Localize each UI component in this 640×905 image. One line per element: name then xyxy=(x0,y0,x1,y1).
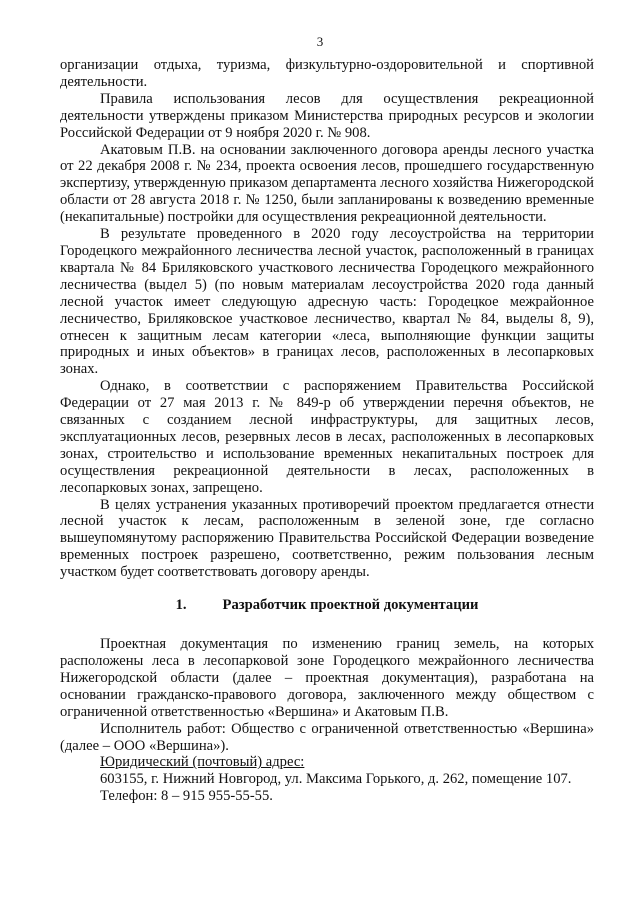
paragraph-rules: Правила использования лесов для осуществления рекреационной деятельности утверждены приказом Министерства природных ресурсов и экологии Российской Федерации от 9 ноября 2020 г. № 908. xyxy=(60,90,594,141)
section-title: Разработчик проектной документации xyxy=(222,597,479,614)
section-heading xyxy=(60,597,594,614)
document-body xyxy=(60,57,594,805)
paragraph-developer: Проектная документация по изменению границ земель, на которых расположены леса в лесопарковой зоне Городецкого межрайонного лесничества Нижегородской области (далее – проектная документация), разработана на основании гражданско-правового договора, заключенного между обществом с ограниченной ответственностью «Вершина» и Акатовым П.В. xyxy=(60,636,594,720)
paragraph-forest-inventory: В результате проведенного в 2020 году лесоустройства на территории Городецкого межрайонного лесничества лесной участок, расположенный в границах квартала № 84 Бриляковского участкового лесничества Городецкого межрайонного лесничества (выдел 5) (по новым материалам лесоустройства 2020 года данный лесной участок имеет следующую адресную часть: Городецкое межрайонное лесничество, Бриляковское участковое лесничество, квартал № 84, выделы 8, 9), отнесен к защитным лесам категории «леса, выполняющие функции защиты природных и иных объектов» в границах лесов, расположенных в лесопарковых зонах. xyxy=(60,226,594,378)
address-label: Юридический (почтовый) адрес: xyxy=(100,754,305,771)
page-number: 3 xyxy=(316,34,324,49)
paragraph-executor: Исполнитель работ: Общество с ограниченной ответственностью «Вершина» (далее – ООО «Вершина»). xyxy=(60,720,594,754)
phone-text: Телефон: 8 – 915 955-55-55. xyxy=(100,788,273,805)
paragraph-lease: Акатовым П.В. на основании заключенного договора аренды лесного участка от 22 декабря 2008 г. № 234, проекта освоения лесов, прошедшего государственную экспертизу, утвержденную приказом департамента лесного хозяйства Нижегородской области от 28 августа 2018 г. № 1250, были запланированы к возведению временные (некапитальные) постройки для осуществления рекреационной деятельности. xyxy=(60,141,594,226)
paragraph-proposal: В целях устранения указанных противоречий проектом предлагается отнести лесной участок к лесам, расположенным в зеленой зоне, где согласно вышеупомянутому распоряжению Правительства Российской Федерации возведение временных построек разрешено, соответственно, режим пользования лесным участком будет соответствовать договору аренды. xyxy=(60,496,594,581)
section-number: 1. xyxy=(175,597,187,614)
paragraph-continuation: организации отдыха, туризма, физкультурно-оздоровительной и спортивной деятельности. xyxy=(60,57,594,90)
paragraph-restriction: Однако, в соответствии с распоряжением Правительства Российской Федерации от 27 мая 2013 г. № 849-р об утверждении перечня объектов, не связанных с созданием лесной инфраструктуры, для защитных лесов, эксплуатационных лесов, резервных лесов в лесах, расположенных в лесопарковых зонах, строительство и использование временных некапитальных построек для осуществления рекреационной деятельности в лесах, расположенных в лесопарковых зонах, запрещено. xyxy=(60,378,594,496)
address-text: 603155, г. Нижний Новгород, ул. Максима Горького, д. 262, помещение 107. xyxy=(100,771,572,788)
